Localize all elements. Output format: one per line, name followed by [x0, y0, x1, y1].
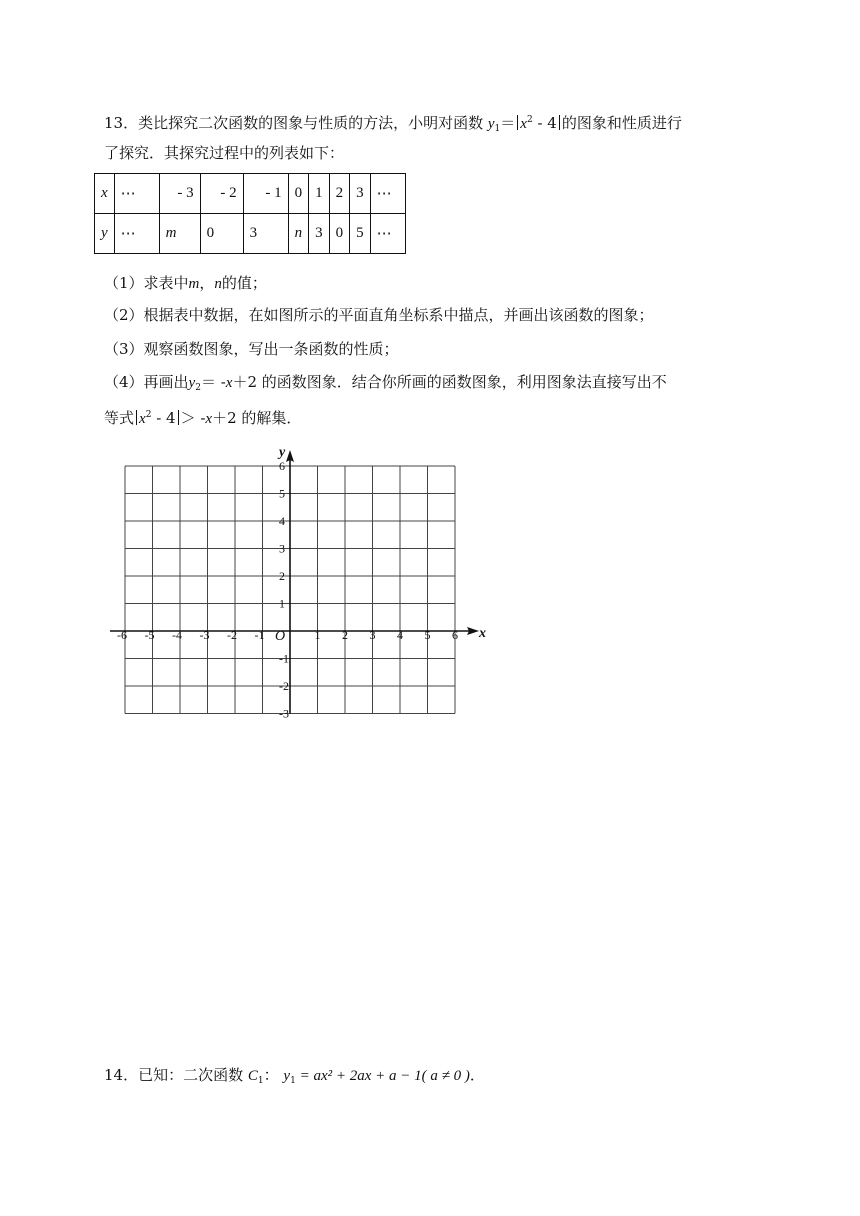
- q4-ineq-pre: 等式: [104, 409, 135, 427]
- condition: ( a ≠ 0 ): [421, 1068, 470, 1084]
- table-cell: ⋯: [114, 174, 159, 214]
- problem-13-line-2: 了探究．其探究过程中的列表如下：: [104, 144, 345, 162]
- q4-abs-rest: - 4: [151, 409, 176, 427]
- question-4-line-1: [104, 372, 667, 398]
- table-cell: 1: [309, 174, 330, 214]
- y-tick-label: 6: [279, 459, 285, 473]
- problem-14-end: ．: [469, 1066, 485, 1084]
- x-tick-label: 6: [452, 627, 458, 642]
- abs-bar-left: [136, 410, 137, 425]
- q4-text-end: ＋2 的函数图象．结合你所画的函数图象，利用图象法直接写出不: [232, 373, 667, 391]
- problem-13-intro: 13．类比探究二次函数的图象与性质的方法，小明对函数: [104, 114, 484, 132]
- q4-abs-x: x: [139, 411, 146, 427]
- question-2: （2）根据表中数据，在如图所示的平面直角坐标系中描点，并画出该函数的图象；: [104, 306, 654, 324]
- equals-sign: ＝: [500, 114, 516, 132]
- problem-13-line-1: [104, 110, 682, 139]
- y-tick-label: -3: [279, 706, 289, 721]
- table-cell: n: [288, 214, 309, 254]
- q4-x: x: [225, 375, 233, 391]
- q4-ineq-end: ＋2 的解集．: [212, 409, 302, 427]
- quadratic-expression: = ax² + 2ax + a − 1: [295, 1068, 422, 1084]
- tick-labels: [117, 445, 486, 721]
- q4-text: （4）再画出: [104, 373, 189, 391]
- x-tick-label: -2: [227, 627, 237, 642]
- q4-var: y: [188, 375, 196, 391]
- table-cell: 0: [200, 214, 243, 254]
- lhs-sub: 1: [290, 1076, 296, 1086]
- table-cell: - 2: [200, 174, 243, 214]
- abs-bar-left: [517, 115, 518, 130]
- q4-eq: ＝ -: [200, 373, 226, 391]
- q1-text: （1）求表中: [104, 274, 189, 292]
- q1-comma: ，: [199, 274, 215, 292]
- c-var: C: [247, 1068, 258, 1084]
- table-cell: - 3: [159, 174, 200, 214]
- table-cell: m: [159, 214, 200, 254]
- x-tick-label: -5: [144, 627, 155, 642]
- q4-sub: 2: [195, 383, 201, 393]
- table-cell: 2: [329, 174, 350, 214]
- q4-abs-sup: 2: [145, 410, 152, 420]
- table-cell: 3: [309, 214, 330, 254]
- table-cell: 0: [288, 174, 309, 214]
- colon: ：: [263, 1066, 279, 1084]
- table-row-x: [95, 174, 406, 214]
- y-tick-label: 4: [279, 514, 285, 528]
- problem-14-intro: 14．已知：二次函数: [104, 1066, 244, 1084]
- abs-bar-right: [178, 410, 179, 425]
- x-tick-label: 2: [342, 627, 348, 642]
- x-tick-label: -6: [117, 627, 127, 642]
- table-cell: 5: [350, 214, 371, 254]
- lhs-var: y: [283, 1068, 291, 1084]
- q1-end: 的值；: [221, 274, 267, 292]
- table-cell: ⋯: [370, 174, 405, 214]
- y-tick-label: -1: [279, 651, 289, 666]
- abs-sup: 2: [526, 115, 533, 125]
- table-cell: ⋯: [114, 214, 159, 254]
- y-tick-label: 5: [279, 486, 285, 501]
- q1-n: n: [214, 276, 222, 292]
- coordinate-grid-svg: [100, 445, 486, 721]
- origin-label: O: [275, 629, 286, 644]
- table-cell: x: [95, 174, 115, 214]
- question-1: [104, 273, 267, 294]
- problem-14: [104, 1064, 485, 1086]
- x-axis-label: x: [479, 626, 486, 641]
- x-tick-label: 5: [424, 627, 431, 642]
- q4-x2: x: [205, 411, 213, 427]
- q1-m: m: [188, 276, 200, 292]
- table-cell: y: [95, 214, 115, 254]
- coordinate-grid: [100, 445, 486, 721]
- y-axis-label: y: [279, 445, 286, 460]
- table-row-y: [95, 214, 406, 254]
- table-cell: ⋯: [370, 214, 405, 254]
- table-cell: 0: [329, 214, 350, 254]
- problem-13-intro-end: 的图象和性质进行: [561, 114, 682, 132]
- table-cell: 3: [243, 214, 288, 254]
- func-sub: 1: [494, 124, 501, 134]
- q4-gt: ＞ -: [180, 409, 206, 427]
- question-4-line-2: [104, 405, 301, 429]
- x-tick-label: 3: [369, 627, 376, 642]
- y-tick-label: 3: [279, 541, 285, 556]
- value-table: [94, 173, 406, 254]
- func-var: y: [487, 116, 495, 132]
- table-cell: 3: [350, 174, 371, 214]
- x-tick-label: 4: [397, 627, 403, 642]
- abs-bar-right: [559, 115, 560, 130]
- table-cell: - 1: [243, 174, 288, 214]
- x-tick-label: -4: [172, 627, 182, 642]
- y-tick-label: -2: [279, 679, 289, 693]
- c-sub: 1: [257, 1076, 264, 1086]
- x-tick-label: 1: [314, 627, 321, 642]
- x-tick-label: -1: [254, 627, 265, 642]
- abs-rest: - 4: [532, 114, 557, 132]
- y-tick-label: 2: [279, 569, 285, 583]
- axes: [110, 450, 479, 714]
- x-tick-label: -3: [199, 627, 210, 642]
- y-tick-label: 1: [279, 596, 285, 611]
- abs-x: x: [520, 116, 527, 132]
- question-3: （3）观察函数图象，写出一条函数的性质；: [104, 340, 399, 358]
